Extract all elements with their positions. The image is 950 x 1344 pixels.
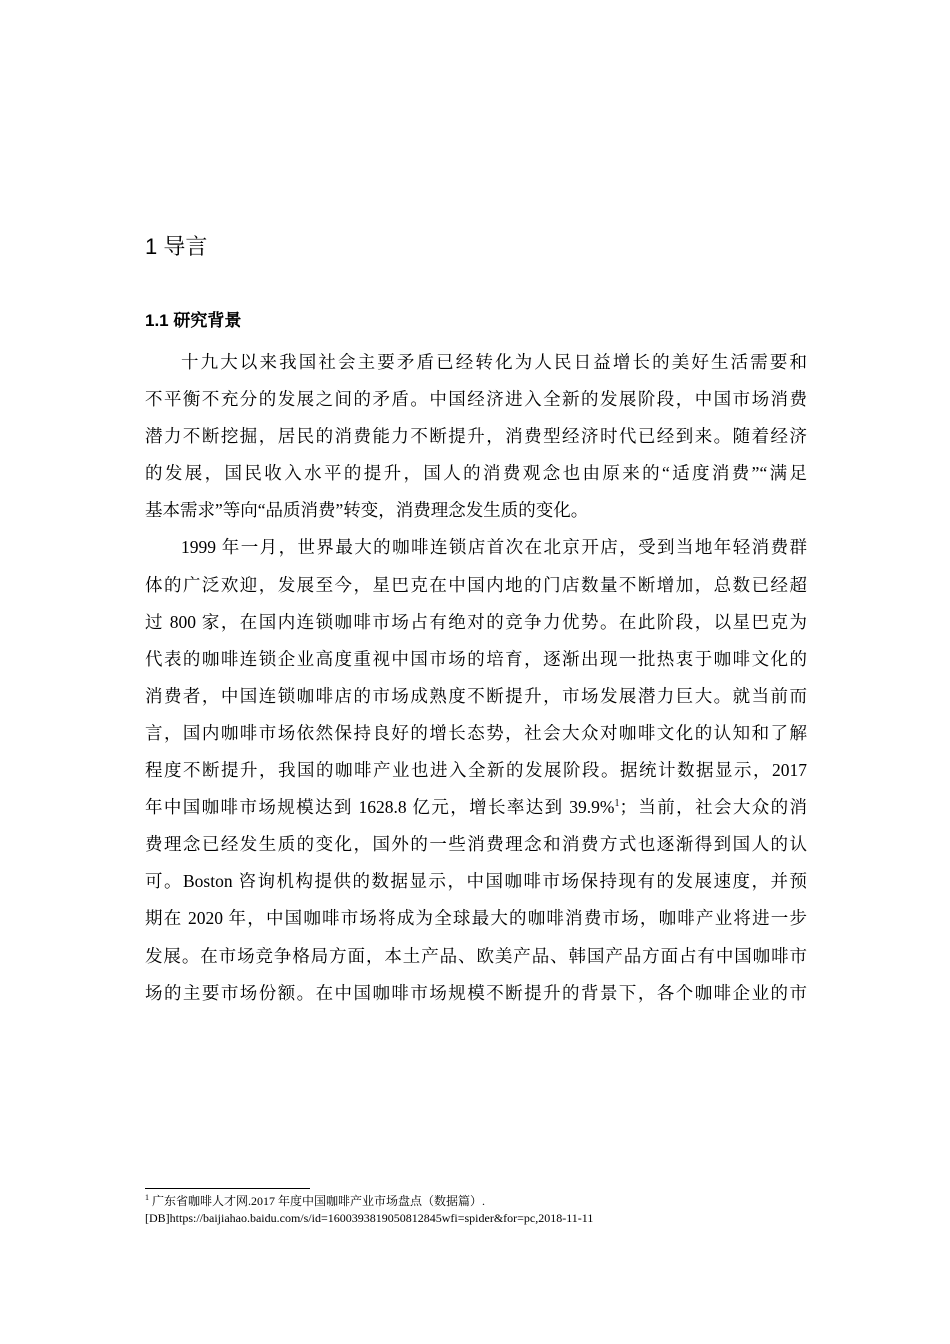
paragraph-line: 不平衡不充分的发展之间的矛盾。中国经济进入全新的发展阶段，中国市场消费 bbox=[145, 389, 807, 410]
paragraph-line: 基本需求”等向“品质消费”转变，消费理念发生质的变化。 bbox=[145, 500, 589, 521]
paragraph-line: 消费者，中国连锁咖啡店的市场成熟度不断提升，市场发展潜力巨大。就当前而 bbox=[145, 685, 807, 706]
line-text: 年中国咖啡市场规模达到 1628.8 亿元，增长率达到 39.9% bbox=[145, 797, 615, 818]
paragraph-line: 场的主要市场份额。在中国咖啡市场规模不断提升的背景下，各个咖啡企业的市 bbox=[145, 982, 807, 1003]
paragraph-line: 可。Boston 咨询机构提供的数据显示，中国咖啡市场保持现有的发展速度，并预 bbox=[145, 871, 807, 892]
paragraph-line: 发展。在市场竞争格局方面，本土产品、欧美产品、韩国产品方面占有中国咖啡市 bbox=[145, 945, 807, 966]
paragraph-line: 的发展，国民收入水平的提升，国人的消费观念也由原来的“适度消费”“满足 bbox=[145, 463, 807, 484]
line-text: ；当前，社会大众的消 bbox=[619, 797, 807, 818]
footnote-line-1 bbox=[145, 1193, 593, 1210]
footnote bbox=[145, 1193, 593, 1227]
footnote-number: 1 bbox=[145, 1193, 149, 1202]
paragraph-line: 潜力不断挖掘，居民的消费能力不断提升，消费型经济时代已经到来。随着经济 bbox=[145, 426, 807, 447]
chapter-heading: 1 导言 bbox=[145, 234, 208, 259]
paragraph-line: 过 800 家，在国内连锁咖啡市场占有绝对的竞争力优势。在此阶段，以星巴克为 bbox=[145, 611, 807, 632]
paragraph-line: 言，国内咖啡市场依然保持良好的增长态势，社会大众对咖啡文化的认知和了解 bbox=[145, 722, 807, 743]
paragraph-line: 期在 2020 年，中国咖啡市场将成为全球最大的咖啡消费市场，咖啡产业将进一步 bbox=[145, 908, 807, 929]
footnote-line-2: [DB]https://baijiahao.baidu.com/s/id=1600393819050812845wfi=spider&for=pc,2018-11-11 bbox=[145, 1211, 594, 1225]
paragraph-line: 体的广泛欢迎，发展至今，星巴克在中国内地的门店数量不断增加，总数已经超 bbox=[145, 574, 807, 595]
paragraph-line: 费理念已经发生质的变化，国外的一些消费理念和消费方式也逐渐得到国人的认 bbox=[145, 834, 807, 855]
paragraph-line: 1999 年一月，世界最大的咖啡连锁店首次在北京开店，受到当地年轻消费群 bbox=[181, 537, 807, 558]
footnote-text: 广东省咖啡人才网.2017 年度中国咖啡产业市场盘点（数据篇）. bbox=[149, 1194, 486, 1208]
paragraph-line: 代表的咖啡连锁企业高度重视中国市场的培育，逐渐出现一批热衷于咖啡文化的 bbox=[145, 648, 807, 669]
paragraph-line-with-footnote bbox=[145, 789, 807, 826]
body-text bbox=[145, 344, 807, 1012]
section-heading: 1.1 研究背景 bbox=[145, 311, 242, 330]
footnote-marker: 1 bbox=[614, 798, 620, 810]
paragraph-line: 十九大以来我国社会主要矛盾已经转化为人民日益增长的美好生活需要和 bbox=[181, 352, 807, 372]
footnote-separator bbox=[145, 1188, 310, 1189]
paragraph-line: 程度不断提升，我国的咖啡产业也进入全新的发展阶段。据统计数据显示，2017 bbox=[145, 760, 807, 781]
